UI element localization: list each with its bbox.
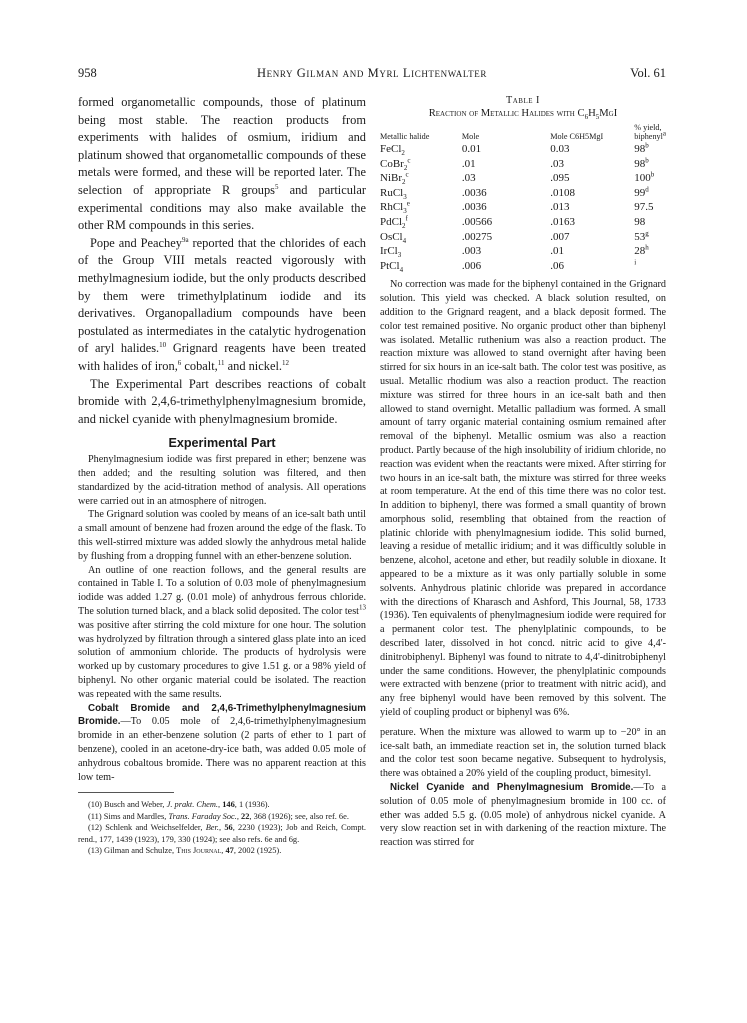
cell-halide: CoBr$_2^c$ xyxy=(380,155,411,172)
cell-mole-reagent: .06 xyxy=(550,259,564,272)
table-caption: Reaction of Metallic Halides with $C_6H_5MgI$ xyxy=(428,108,618,122)
cell-mole: .03 xyxy=(461,172,476,185)
cell-yield: 97.5 xyxy=(634,201,654,214)
experimental-paragraph-3: An outline of one reaction follows, and the general results are contained in Table I. To a solution of 0.03 mole of phenylmagnesium iodide was added 1.27 g. (0.01 mole) of anhydrous ferrous chloride. The solution turned black, and a black solid deposited. The color test$^{13}$ was positive after stirring the cold mixture for one hour. The solution was hydrolyzed by filtration through a sintered glass plate into an iced solution of ammonium chloride. The products of hydrolysis were worked up by customary procedures to give 1.51 g. or a 98% yield of biphenyl. No other organic material could be isolated. The reaction was repeated with the same results. xyxy=(78,564,366,700)
nickel-cyanide-paragraph: Nickel Cyanide and Phenylmagnesium Bromide.—To a solution of 0.05 mole of phenylmagnesium bromide in 100 cc. of ether was added 5.5 g. (0.05 mole) of anhydrous nickel cyanide. A very slow reaction set in with darkening of the reaction mixture. The reaction was stirred for xyxy=(380,782,666,849)
intro-paragraph-2: Pope and Peachey$^{9a}$ reported that the chlorides of each of the Group VIII metals reacted vigorously with methylmagnesium iodide, but the only products described by them were trimethylplatinum iodide and its derivatives. Organopalladium compounds have been postulated as intermediates in the catalytic hydrogenation of aryl halides.$^{10}$ Grignard reagents have been treated with halides of iron,$^6$ cobalt,$^{11}$ and nickel.$^{12}$ xyxy=(78,235,367,373)
running-title: Henry Gilman and Myrl Lichtenwalter xyxy=(257,66,487,80)
cell-yield: 98$^b$ xyxy=(634,141,649,155)
cell-mole-reagent: .0108 xyxy=(550,186,575,199)
table-row xyxy=(380,200,666,215)
header-mole: Mole xyxy=(461,132,480,141)
running-header xyxy=(78,66,666,84)
table-row xyxy=(380,259,666,274)
cell-mole: .0036 xyxy=(461,186,487,199)
cell-mole: .00566 xyxy=(461,215,493,228)
cell-yield: i xyxy=(634,258,637,267)
cell-halide: PdCl$_2^f$ xyxy=(380,214,408,231)
table-label: Table I xyxy=(506,95,540,106)
cell-mole-reagent: .013 xyxy=(550,201,570,214)
cell-mole: .006 xyxy=(461,259,482,272)
footnote-rule xyxy=(78,792,174,793)
table-row xyxy=(380,230,666,245)
cell-yield: 100$^b$ xyxy=(634,170,655,185)
cell-mole-reagent: 0.03 xyxy=(550,143,570,155)
intro-paragraph-1: formed organometallic compounds, those of platinum being most stable. The reaction products from experiments with halides of osmium, iridium and platinum showed that organometallic compounds of these metals were formed, and these will be reported later. The selection of appropriate R groups$^5$ and particular experimental conditions may also make available the other RM compounds in this series. xyxy=(78,95,366,233)
cell-mole-reagent: .095 xyxy=(550,172,570,185)
footnote-12: (12) Schlenk and Weichselfelder, Ber., 56, 2230 (1923); Job and Reich, Compt. rend., 177, 1439 (1923), 179, 330 (1924); see also refs. 6e and 6g. xyxy=(78,823,366,844)
cell-mole-reagent: .0163 xyxy=(550,215,575,228)
volume-number: Vol. 61 xyxy=(630,66,666,80)
cell-mole-reagent: .01 xyxy=(550,245,564,258)
cell-mole: .0036 xyxy=(461,201,487,214)
continuation-paragraph: perature. When the mixture was allowed to warm up to −20° in an ice-salt bath, an immediate reaction set in, the solution turned black and the color test soon became negative. Subsequent to hydrolysis, there was obtained a 20% yield of the coupling product, bimesityl. xyxy=(380,726,666,780)
intro-paragraph-3: The Experimental Part describes reactions of cobalt bromide with 2,4,6-trimethylphenylmagnesium bromide, and nickel cyanide with phenylmagnesium bromide. xyxy=(78,376,366,426)
cell-halide: PtCl$_4$ xyxy=(380,259,404,274)
data-table xyxy=(380,123,666,273)
header-metallic-halide: Metallic halide xyxy=(380,132,430,141)
cell-halide: IrCl$_3$ xyxy=(380,245,402,260)
table-row xyxy=(380,171,666,186)
left-column xyxy=(78,94,366,856)
cell-mole: .01 xyxy=(461,157,476,170)
cell-mole: 0.01 xyxy=(461,143,482,155)
cell-yield: 98 xyxy=(634,215,646,228)
cell-mole-reagent: .007 xyxy=(550,230,570,243)
table-row xyxy=(380,215,666,230)
footnote-10: (10) Busch and Weber, J. prakt. Chem., 146, 1 (1936). xyxy=(88,800,270,810)
table-notes: No correction was made for the biphenyl contained in the Grignard solution. This yield was checked. A black solution resulted, on addition to the Grignard reagent, and a black deposit formed. The color test remained positive. No organic product other than biphenyl was isolated. Metallic ruthenium was also a reaction product. The reaction mixture was allowed to stand overnight after having been stirred for six hours in an ice-salt bath. The color test was positive, as usual. Metallic rhodium was also a reaction product. The reaction mixture was stirred for three hours in an ice-salt bath and then allowed to stand overnight. Metallic palladium was formed. A small amount of tarry organic material containing osmium remained after removal of the biphenyl. Metallic osmium was also a reaction product. Partly because of the high insolubility of iridium chloride, no reaction was evident when the reactants were mixed. After stirring for two hours in an ice-salt bath, the mixture was stirred for three weeks at room temperature. At the end of this time there was no color test. In addition to biphenyl, there was formed a small quantity of brown amorphous solid, resembling that obtained from the reaction of platinic chloride with phenylmagnesium iodide. This solid burned, leaving a residue of metallic iridium; and it was difficultly soluble in benzene, alcohol, acetone and ether, but readily soluble in dioxane. It appeared to be a mixture as it was only partially soluble in some solvents. Anhydrous platinic chloride was prepared in accordance with the directions of Kharasch and Ashford, This Journal, 58, 1733 (1936). Ten equivalents of phenylmagnesium iodide were required for a permanent color test. The phenylplatinic compounds, to be described later, dissolved in hot concd. nitric acid to give 4,4'-dinitrobiphenyl. Biphenyl was found to nitrate to 4,4'-dinitrobiphenyl under the same conditions. However, the phenylplatinic compounds were extracted with benzene (prior to treatment with nitric acid), and any free biphenyl would have been removed by this solvent. The yield of coupling product or biphenyl was 6%. xyxy=(380,279,666,719)
cell-halide: RhCl$_3^e$ xyxy=(380,199,410,216)
cell-mole: .003 xyxy=(461,245,482,258)
table-row xyxy=(380,142,666,157)
experimental-paragraph-1: Phenylmagnesium iodide was first prepared in ether; benzene was then added; and the resulting solution was filtered, and then standardized by the acid-titration method of analysis. All operations were carried out in an atmosphere of nitrogen. xyxy=(78,454,366,507)
section-heading: Experimental Part xyxy=(168,436,276,451)
table-row xyxy=(380,157,666,172)
cell-halide: RuCl$_3$ xyxy=(380,186,407,201)
header-mole-reagent: Mole C6H5MgI xyxy=(550,132,604,141)
cell-halide: OsCl$_4$ xyxy=(380,230,407,245)
cell-yield: 28$^h$ xyxy=(634,243,649,258)
cell-yield: 99$^d$ xyxy=(634,185,649,199)
cell-halide: FeCl$_2$ xyxy=(380,143,405,158)
footnote-11: (11) Sims and Mardles, Trans. Faraday Soc., 22, 368 (1926); see, also ref. 6e. xyxy=(88,811,349,821)
experimental-paragraph-2: The Grignard solution was cooled by means of an ice-salt bath until a small amount of benzene had frozen around the edge of the flask. To this well-stirred mixture was added slowly the anhydrous metal halide by flushing from a dropping funnel with an ether-benzene solution. xyxy=(78,509,366,562)
right-column xyxy=(380,94,666,850)
header-yield: % yield, biphenyl$^a$ xyxy=(634,123,667,141)
table-row xyxy=(380,186,666,201)
experimental-paragraph-4: Cobalt Bromide and 2,4,6-Trimethylphenylmagnesium Bromide.—To 0.05 mole of 2,4,6-trimethylphenylmagnesium bromide in an ether-benzene solution (2 parts of ether to 1 part of benzene), cooled in an acetone-dry-ice bath, was added 0.05 mole of anhydrous cobaltous bromide. There was no apparent reaction at this low tem- xyxy=(78,702,366,783)
table-header-row xyxy=(380,123,666,142)
page-number: 958 xyxy=(78,66,97,80)
table-row xyxy=(380,244,666,259)
cell-halide: NiBr$_2^c$ xyxy=(380,170,409,187)
footnote-13: (13) Gilman and Schulze, This Journal, 47, 2002 (1925). xyxy=(88,846,282,856)
cell-mole: .00275 xyxy=(461,230,493,243)
cell-mole-reagent: .03 xyxy=(550,157,564,170)
cell-yield: 98$^b$ xyxy=(634,155,649,170)
cell-yield: 53$^g$ xyxy=(634,228,649,243)
